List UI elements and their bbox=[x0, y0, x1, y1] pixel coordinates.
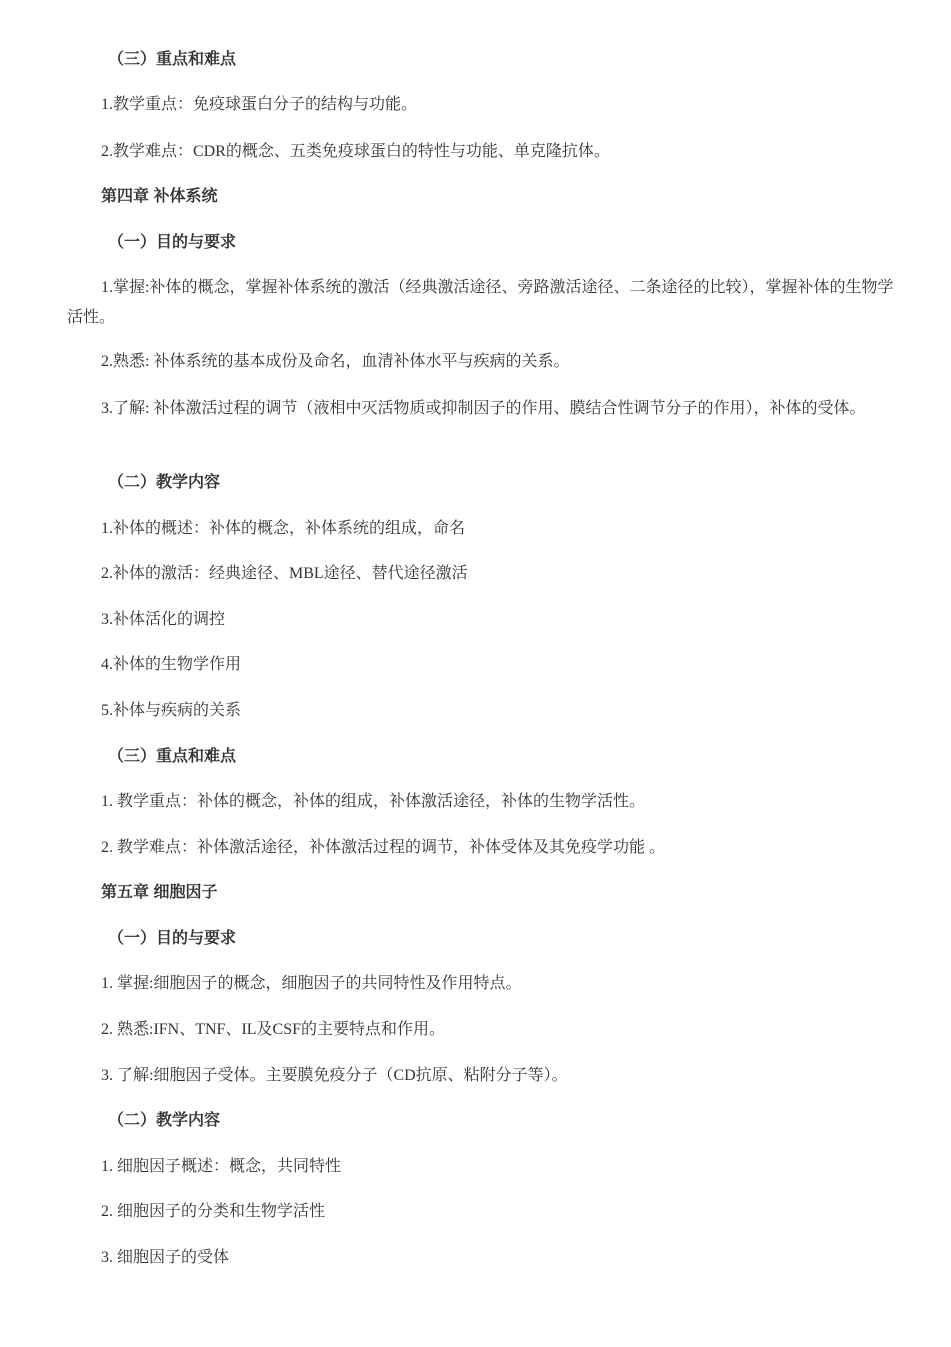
list-item: 2. 教学难点：补体激活途径，补体激活过程的调节，补体受体及其免疫学功能 。 bbox=[101, 839, 666, 856]
section-heading: （一）目的与要求 bbox=[108, 234, 237, 251]
section-heading: （一）目的与要求 bbox=[108, 930, 237, 947]
section-heading: （二）教学内容 bbox=[108, 1112, 221, 1129]
list-item: 3.补体活化的调控 bbox=[101, 611, 226, 628]
section-heading: （二）教学内容 bbox=[108, 474, 221, 491]
list-item: 3. 了解:细胞因子受体。主要膜免疫分子（CD抗原、粘附分子等）。 bbox=[101, 1067, 568, 1084]
chapter-heading: 第五章 细胞因子 bbox=[101, 884, 218, 901]
list-item: 2.教学难点：CDR的概念、五类免疫球蛋白的特性与功能、单克隆抗体。 bbox=[101, 143, 610, 160]
list-item: 1. 教学重点：补体的概念，补体的组成，补体激活途径，补体的生物学活性。 bbox=[101, 793, 646, 810]
paragraph: 1.掌握:补体的概念，掌握补体系统的激活（经典激活途径、旁路激活途径、二条途径的比较），掌握补体的生物学活性。 bbox=[67, 279, 894, 326]
list-item: 2. 细胞因子的分类和生物学活性 bbox=[101, 1203, 326, 1220]
list-item: 2. 熟悉:IFN、TNF、IL及CSF的主要特点和作用。 bbox=[101, 1021, 446, 1038]
list-item: 2.熟悉: 补体系统的基本成份及命名，血清补体水平与疾病的关系。 bbox=[101, 353, 570, 370]
section-heading: （三）重点和难点 bbox=[108, 748, 237, 765]
list-item: 1. 掌握:细胞因子的概念，细胞因子的共同特性及作用特点。 bbox=[101, 975, 522, 992]
section-heading: （三）重点和难点 bbox=[108, 51, 237, 68]
list-item: 1.教学重点：免疫球蛋白分子的结构与功能。 bbox=[101, 96, 418, 113]
list-item: 1.补体的概述：补体的概念，补体系统的组成，命名 bbox=[101, 520, 466, 537]
list-item: 3. 细胞因子的受体 bbox=[101, 1249, 230, 1266]
list-item: 4.补体的生物学作用 bbox=[101, 656, 242, 673]
chapter-heading: 第四章 补体系统 bbox=[101, 188, 218, 205]
list-item: 1. 细胞因子概述：概念，共同特性 bbox=[101, 1158, 342, 1175]
list-item: 2.补体的激活：经典途径、MBL途径、替代途径激活 bbox=[101, 565, 468, 582]
list-item: 5.补体与疾病的关系 bbox=[101, 702, 242, 719]
paragraph: 3.了解: 补体激活过程的调节（液相中灭活物质或抑制因子的作用、膜结合性调节分子的作用），补体的受体。 bbox=[101, 400, 866, 417]
